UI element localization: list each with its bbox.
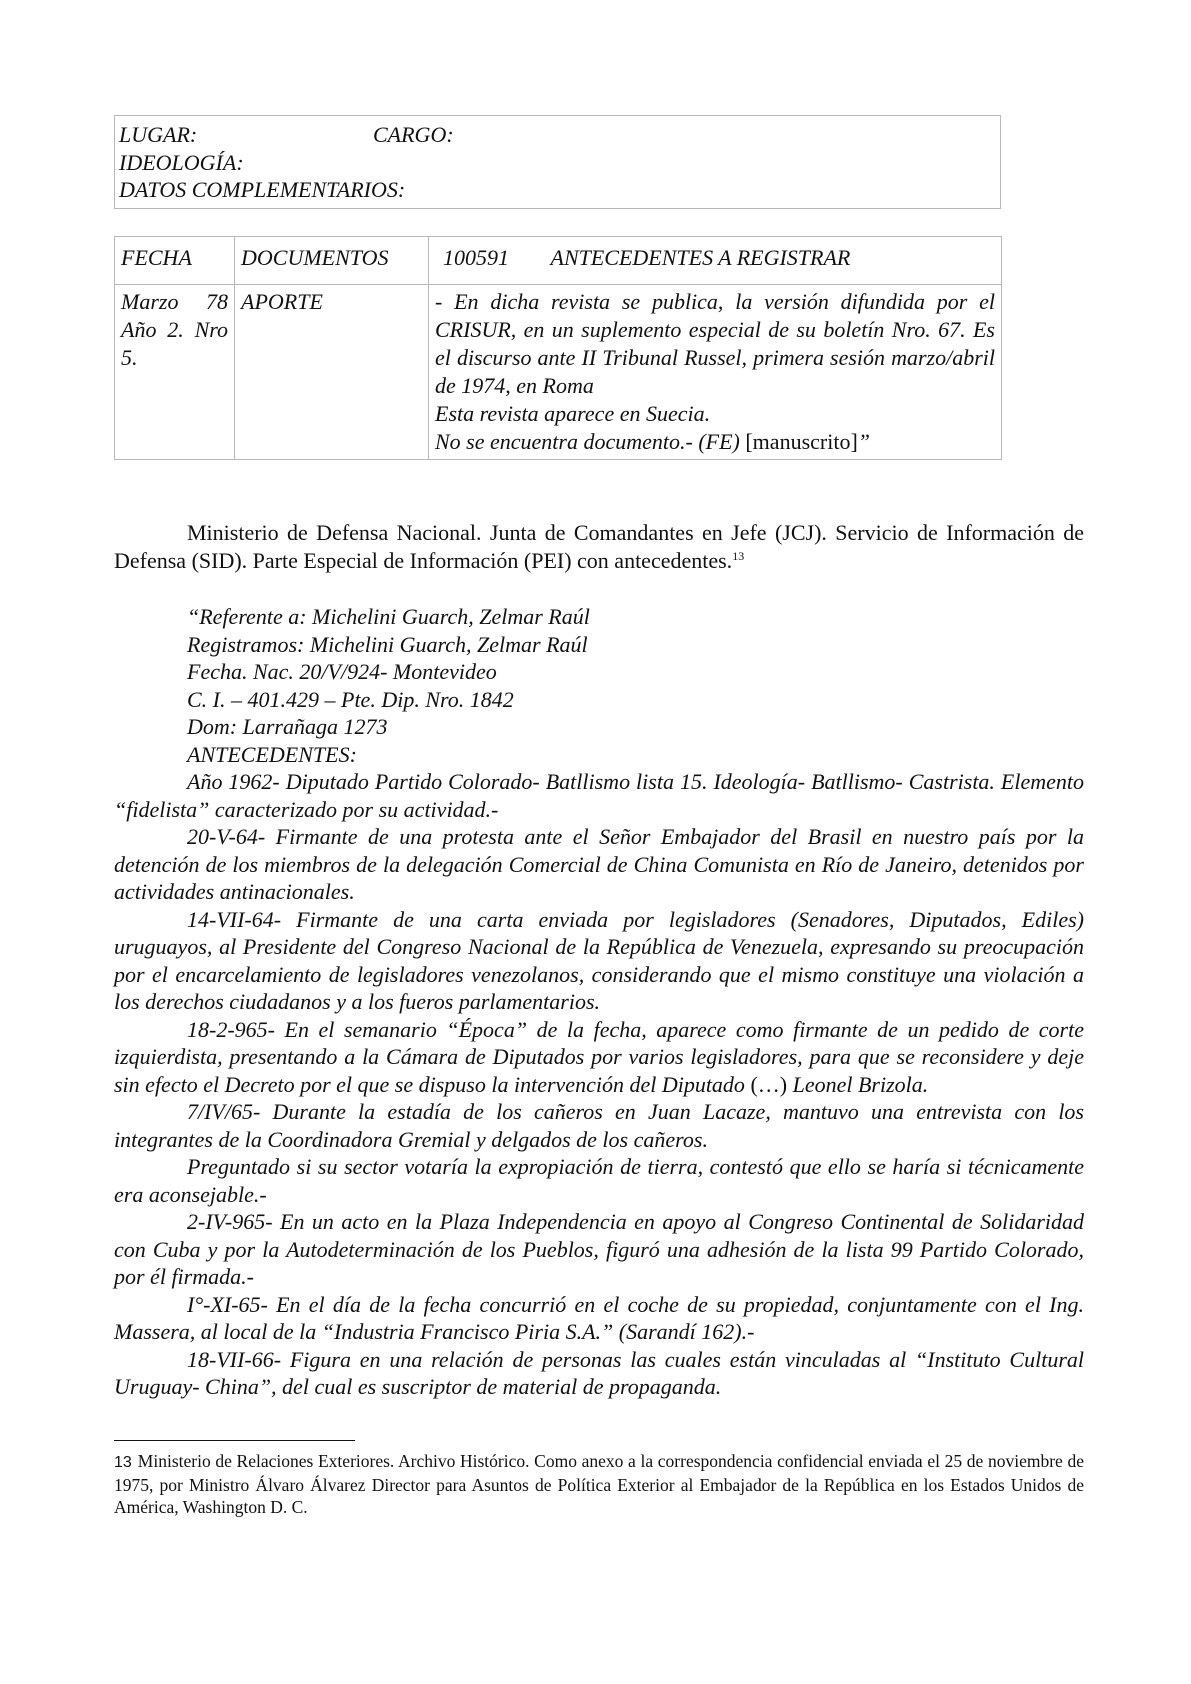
- footnote: [114, 1450, 1084, 1518]
- ideologia-label: IDEOLOGÍA:: [119, 149, 244, 175]
- footnote-text: Ministerio de Relaciones Exteriores. Archivo Histórico. Como anexo a la correspondencia confidencial enviada el 25 de noviembre de 1975, por Ministro Álvaro Álvarez Director para Asuntos de Política Exterior al Embajador de la República en los Estados Unidos de América, Washington D. C.: [114, 1451, 1084, 1517]
- header-documentos: DOCUMENTOS: [235, 237, 429, 285]
- footnote-number: 13: [114, 1454, 132, 1471]
- record-paragraph: 14-VII-64- Firmante de una carta enviada por legisladores (Senadores, Diputados, Ediles) uruguayos, al Presidente del Congreso Nacional de la República de Venezuela, expresando su preocupación por el encarcelamiento de legisladores venezolanos, considerando que el mismo constituye una violación a los derechos ciudadanos y a los fueros parlamentarios.: [114, 906, 1084, 1014]
- record-paragraph: Preguntado si su sector votaría la expropiación de tierra, contestó que ello se haría si técnicamente era aconsejable.-: [114, 1154, 1084, 1207]
- record-paragraph: 7/IV/65- Durante la estadía de los cañeros en Juan Lacaze, mantuvo una entrevista con los integrantes de la Coordinadora Gremial y delgados de los cañeros.: [114, 1099, 1084, 1152]
- row-antecedentes: [429, 285, 1002, 460]
- row-text-2: Esta revista aparece en Suecia.: [435, 401, 711, 426]
- ellipsis: (…): [750, 1071, 788, 1097]
- record-line: Registramos: Michelini Guarch, Zelmar Raúl: [187, 631, 588, 657]
- row-fecha: Marzo 78 Año 2. Nro 5.: [115, 285, 235, 460]
- row-text-1: - En dicha revista se publica, la versión difundida por el CRISUR, en un suplemento especial de su boletín Nro. 67. Es el discurso ante II Tribunal Russel, primera sesión marzo/abril de 1974, en Roma: [435, 289, 995, 398]
- intro-text-wrap: [114, 519, 1084, 575]
- record-paragraph: 2-IV-965- En un acto en la Plaza Independencia en apoyo al Congreso Continental de Solidaridad con Cuba y por la Autodeterminación de los Pueblos, figuró una adhesión de la lista 99 Partido Colorado, por él firmada.-: [114, 1209, 1084, 1289]
- lugar-label: LUGAR:: [119, 122, 198, 147]
- record-paragraph: Año 1962- Diputado Partido Colorado- Batllismo lista 15. Ideología- Batllismo- Castrista. Elemento “fidelista” caracterizado por su actividad.-: [114, 769, 1084, 822]
- footnote-divider: [114, 1440, 355, 1441]
- header-document-number: 100591: [443, 245, 509, 270]
- row-text-3: No se encuentra documento.- (FE): [435, 429, 740, 454]
- record-paragraph: 18-VII-66- Figura en una relación de personas las cuales están vinculadas al “Instituto Cultural Uruguay- China”, del cual es suscriptor de material de propaganda.: [114, 1346, 1084, 1399]
- record-line: “Referente a: Michelini Guarch, Zelmar Raúl: [187, 604, 590, 629]
- intro-paragraph: [114, 519, 1084, 575]
- antecedentes-table: [114, 236, 1002, 460]
- record-line: Fecha. Nac. 20/V/924- Montevideo: [187, 659, 497, 684]
- footnote-ref: 13: [732, 549, 745, 563]
- record-line: Dom: Larrañaga 1273: [187, 714, 388, 739]
- record-paragraph: I°-XI-65- En el día de la fecha concurrió en el coche de su propiedad, conjuntamente con el Ing. Massera, al local de la “Industria Francisco Piria S.A.” (Sarandí 162).-: [114, 1291, 1084, 1344]
- datos-complementarios-label: DATOS COMPLEMENTARIOS:: [119, 177, 406, 202]
- manuscrito-note: [manuscrito]: [745, 429, 858, 454]
- header-antecedentes: ANTECEDENTES A REGISTRAR: [550, 245, 851, 270]
- cargo-label: CARGO:: [373, 122, 454, 147]
- header-box: [114, 115, 1001, 209]
- row-text-3-line: [435, 428, 995, 456]
- record-paragraph-with-ellipsis: [114, 1016, 1084, 1099]
- record-block: [114, 603, 1084, 1401]
- brizola-text: Leonel Brizola.: [792, 1071, 929, 1097]
- closing-quote: ”: [857, 429, 871, 454]
- header-fecha: FECHA: [115, 237, 235, 285]
- header-antecedentes-cell: [429, 237, 1002, 285]
- row-documento: APORTE: [235, 285, 429, 460]
- record-paragraph: 20-V-64- Firmante de una protesta ante el Señor Embajador del Brasil en nuestro país por la detención de los miembros de la delegación Comercial de China Comunista en Río de Janeiro, detenidos por actividades antinacionales.: [114, 824, 1084, 904]
- table-row: [115, 285, 1002, 460]
- intro-text: Ministerio de Defensa Nacional. Junta de Comandantes en Jefe (JCJ). Servicio de Información de Defensa (SID). Parte Especial de Información (PEI) con antecedentes.: [114, 520, 1084, 573]
- lugar-line: [119, 121, 996, 149]
- record-line: C. I. – 401.429 – Pte. Dip. Nro. 1842: [187, 686, 514, 712]
- table-header-row: [115, 237, 1002, 285]
- record-line: ANTECEDENTES:: [187, 741, 357, 767]
- record-paragraph: 18-2-965- En el semanario “Época” de la fecha, aparece como firmante de un pedido de corte izquierdista, presentando a la Cámara de Diputados por varios legisladores, para que se reconsidere y deje sin efecto el Decreto por el que se dispuso la intervención del Diputado: [114, 1016, 1084, 1097]
